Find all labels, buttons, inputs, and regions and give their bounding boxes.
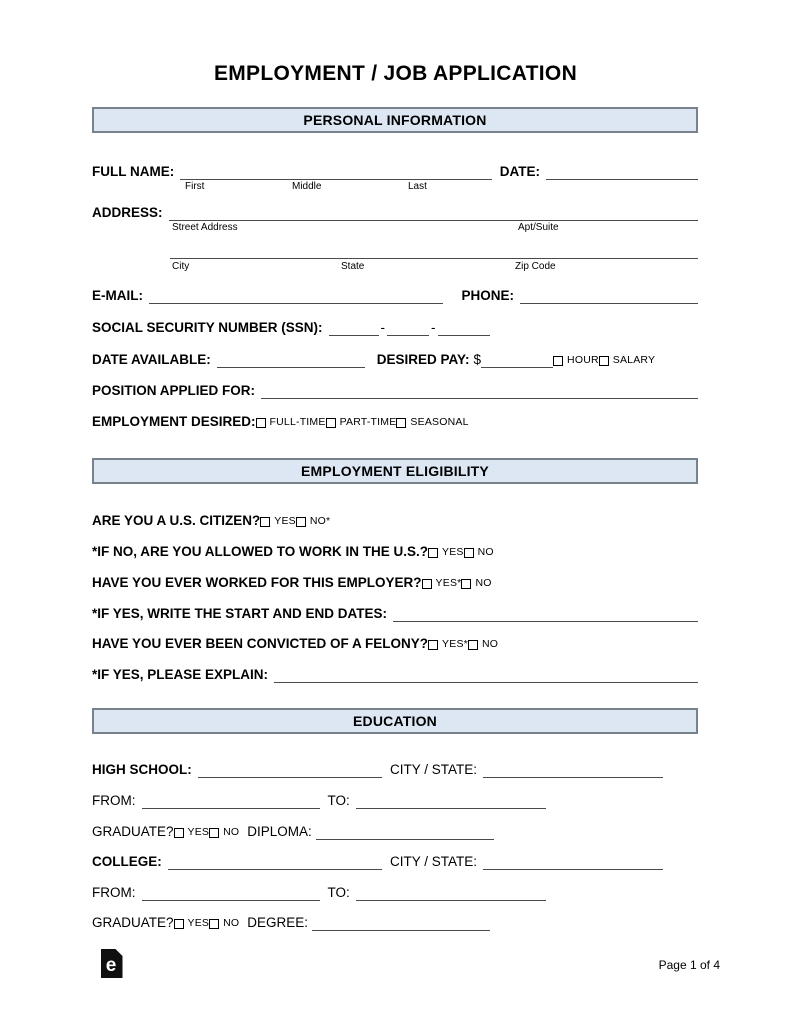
position-applied-label: POSITION APPLIED FOR: bbox=[92, 383, 256, 398]
position-applied-row bbox=[92, 383, 698, 399]
zip-code-sublabel: Zip Code bbox=[515, 261, 556, 272]
ssn-part2-field[interactable] bbox=[387, 320, 429, 336]
college-graduate-row bbox=[92, 915, 698, 931]
hs-name-field[interactable] bbox=[198, 762, 382, 778]
date-field[interactable] bbox=[546, 164, 698, 180]
page-title: EMPLOYMENT / JOB APPLICATION bbox=[213, 62, 578, 85]
college-row bbox=[92, 854, 663, 870]
start-end-dates-label: *IF YES, WRITE THE START AND END DATES: bbox=[92, 606, 388, 621]
employment-parttime-checkbox[interactable] bbox=[326, 418, 336, 428]
phone-field[interactable] bbox=[520, 288, 698, 304]
ssn-part1-field[interactable] bbox=[329, 320, 379, 336]
high-school-label: HIGH SCHOOL: bbox=[92, 762, 192, 777]
hs-diploma-label: DIPLOMA: bbox=[247, 824, 312, 839]
phone-label: PHONE: bbox=[461, 288, 514, 303]
employment-fulltime-label: FULL-TIME bbox=[269, 416, 326, 428]
college-graduate-no-label: NO bbox=[223, 917, 240, 929]
address-row bbox=[92, 205, 698, 221]
eforms-logo-letter: e bbox=[105, 955, 117, 976]
employment-fulltime-checkbox[interactable] bbox=[256, 418, 266, 428]
hs-city-state-field[interactable] bbox=[483, 762, 663, 778]
allowed-yes-checkbox[interactable] bbox=[428, 548, 438, 558]
employment-desired-row bbox=[92, 414, 698, 430]
ssn-separator2: - bbox=[431, 320, 436, 335]
city-sublabel: City bbox=[172, 261, 190, 272]
worked-before-question-label: HAVE YOU EVER WORKED FOR THIS EMPLOYER? bbox=[92, 575, 422, 590]
college-graduate-label: GRADUATE? bbox=[92, 915, 174, 930]
hs-graduate-label: GRADUATE? bbox=[92, 824, 174, 839]
hs-graduate-no-checkbox[interactable] bbox=[209, 828, 219, 838]
felony-yes-label: YES* bbox=[442, 638, 468, 650]
middle-sublabel: Middle bbox=[292, 181, 322, 192]
state-sublabel: State bbox=[341, 261, 365, 272]
college-city-state-label: CITY / STATE: bbox=[389, 854, 477, 869]
employment-seasonal-checkbox[interactable] bbox=[396, 418, 406, 428]
date-available-label: DATE AVAILABLE: bbox=[92, 352, 211, 367]
address-line2-field[interactable] bbox=[170, 243, 698, 259]
high-school-dates-row bbox=[92, 793, 698, 809]
college-label: COLLEGE: bbox=[92, 854, 162, 869]
worked-no-checkbox[interactable] bbox=[461, 579, 471, 589]
hs-from-label: FROM: bbox=[92, 793, 136, 808]
allowed-to-work-question-label: *IF NO, ARE YOU ALLOWED TO WORK IN THE U.S.? bbox=[92, 544, 429, 559]
ssn-separator1: - bbox=[380, 320, 386, 335]
hs-graduate-yes-checkbox[interactable] bbox=[174, 828, 184, 838]
college-graduate-yes-checkbox[interactable] bbox=[174, 919, 184, 929]
start-end-dates-field[interactable] bbox=[393, 606, 698, 622]
worked-no-label: NO bbox=[475, 577, 492, 589]
felony-no-label: NO bbox=[481, 638, 499, 650]
last-sublabel: Last bbox=[408, 181, 427, 192]
college-graduate-no-checkbox[interactable] bbox=[209, 919, 219, 929]
allowed-no-label: NO bbox=[477, 546, 494, 558]
pay-hour-label: HOUR bbox=[567, 354, 599, 366]
full-name-field[interactable] bbox=[180, 164, 492, 180]
desired-pay-amount-field[interactable] bbox=[481, 352, 553, 368]
date-available-field[interactable] bbox=[217, 352, 365, 368]
allowed-no-checkbox[interactable] bbox=[464, 548, 474, 558]
email-field[interactable] bbox=[149, 288, 443, 304]
college-name-field[interactable] bbox=[168, 854, 382, 870]
name-sublabels bbox=[92, 181, 698, 194]
date-available-pay-row bbox=[92, 352, 698, 368]
section-header-employment-eligibility: EMPLOYMENT ELIGIBILITY bbox=[92, 458, 698, 484]
college-degree-label: DEGREE: bbox=[247, 915, 309, 930]
felony-question-label: HAVE YOU EVER BEEN CONVICTED OF A FELONY? bbox=[92, 636, 429, 651]
address-line2-sublabels bbox=[92, 261, 698, 274]
hs-diploma-field[interactable] bbox=[316, 824, 494, 840]
employment-parttime-label: PART-TIME bbox=[339, 416, 397, 428]
apt-suite-sublabel: Apt/Suite bbox=[518, 222, 559, 233]
worked-before-question-row bbox=[92, 575, 698, 591]
college-from-label: FROM: bbox=[92, 885, 136, 900]
full-name-label: FULL NAME: bbox=[92, 164, 175, 179]
citizen-no-label: NO* bbox=[309, 515, 331, 527]
felony-yes-checkbox[interactable] bbox=[428, 640, 438, 650]
college-from-field[interactable] bbox=[142, 885, 320, 901]
worked-yes-checkbox[interactable] bbox=[422, 579, 432, 589]
employment-desired-label: EMPLOYMENT DESIRED: bbox=[92, 414, 256, 429]
pay-salary-label: SALARY bbox=[612, 354, 656, 366]
desired-pay-label: DESIRED PAY: bbox=[376, 352, 470, 367]
section-header-education: EDUCATION bbox=[92, 708, 698, 734]
section-header-personal-information: PERSONAL INFORMATION bbox=[92, 107, 698, 133]
hs-graduate-yes-label: YES bbox=[187, 826, 210, 838]
ssn-row bbox=[92, 320, 698, 336]
college-city-state-field[interactable] bbox=[483, 854, 663, 870]
college-graduate-yes-label: YES bbox=[187, 917, 210, 929]
email-label: E-MAIL: bbox=[92, 288, 143, 303]
page-number: Page 1 of 4 bbox=[658, 958, 720, 972]
pay-salary-checkbox[interactable] bbox=[599, 356, 609, 366]
hs-city-state-label: CITY / STATE: bbox=[389, 762, 477, 777]
ssn-part3-field[interactable] bbox=[438, 320, 490, 336]
employment-seasonal-label: SEASONAL bbox=[410, 416, 469, 428]
address-line1-sublabels bbox=[92, 222, 698, 235]
worked-yes-label: YES* bbox=[435, 577, 462, 589]
allowed-to-work-question-row bbox=[92, 544, 698, 560]
full-name-row bbox=[92, 164, 698, 180]
high-school-row bbox=[92, 762, 663, 778]
felony-question-row bbox=[92, 636, 698, 652]
hs-to-field[interactable] bbox=[356, 793, 546, 809]
citizen-question-row bbox=[92, 513, 698, 529]
citizen-yes-label: YES bbox=[274, 515, 296, 527]
address-line1-field[interactable] bbox=[169, 205, 698, 221]
address-label: ADDRESS: bbox=[92, 205, 163, 220]
citizen-yes-checkbox[interactable] bbox=[260, 517, 270, 527]
hs-to-label: TO: bbox=[327, 793, 350, 808]
ssn-label: SOCIAL SECURITY NUMBER (SSN): bbox=[92, 320, 323, 335]
hs-graduate-no-label: NO bbox=[223, 826, 240, 838]
allowed-yes-label: YES bbox=[442, 546, 464, 558]
high-school-graduate-row bbox=[92, 824, 698, 840]
start-end-dates-row bbox=[92, 606, 698, 622]
street-address-sublabel: Street Address bbox=[172, 222, 238, 233]
citizen-question-label: ARE YOU A U.S. CITIZEN? bbox=[92, 513, 261, 528]
college-degree-field[interactable] bbox=[312, 915, 490, 931]
currency-symbol: $ bbox=[473, 352, 482, 367]
hs-from-field[interactable] bbox=[142, 793, 320, 809]
college-to-field[interactable] bbox=[356, 885, 546, 901]
eforms-logo bbox=[100, 949, 123, 978]
email-phone-row bbox=[92, 288, 698, 304]
pay-hour-checkbox[interactable] bbox=[553, 356, 563, 366]
felony-explain-label: *IF YES, PLEASE EXPLAIN: bbox=[92, 667, 269, 682]
felony-no-checkbox[interactable] bbox=[468, 640, 478, 650]
college-dates-row bbox=[92, 885, 698, 901]
felony-explain-row bbox=[92, 667, 698, 683]
date-label: DATE: bbox=[499, 164, 540, 179]
address-line2-row bbox=[92, 244, 698, 259]
felony-explain-field[interactable] bbox=[274, 667, 698, 683]
first-sublabel: First bbox=[185, 181, 205, 192]
position-applied-field[interactable] bbox=[261, 383, 698, 399]
citizen-no-checkbox[interactable] bbox=[296, 517, 306, 527]
college-to-label: TO: bbox=[327, 885, 350, 900]
